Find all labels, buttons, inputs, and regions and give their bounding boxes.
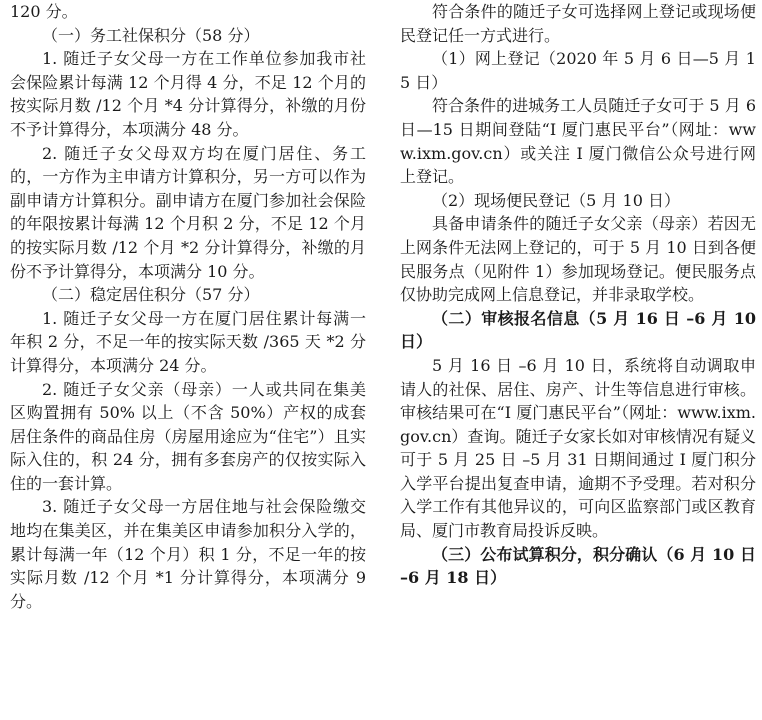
paragraph: 符合条件的进城务工人员随迁子女可于 5 月 6 日—15 日期间登陆“I 厦门惠民平台”（网址：www.ixm.gov.cn）或关注 I 厦门微信公众号进行网上登记。 <box>400 96 756 187</box>
subheading-onsite-registration: （2）现场便民登记（5 月 10 日） <box>432 190 680 210</box>
section-heading-residence: （二）稳定居住积分（57 分） <box>42 285 260 305</box>
subheading-online-registration: （1）网上登记（2020 年 5 月 6 日—5 月 15 日） <box>400 49 756 92</box>
right-column <box>400 0 756 590</box>
paragraph: 1. 随迁子女父母一方在厦门居住累计每满一年积 2 分，不足一年的按实际天数 /365 天 *2 分计算得分，本项满分 24 分。 <box>10 308 366 375</box>
left-column <box>10 0 366 613</box>
paragraph: 具备申请条件的随迁子女父亲（母亲）若因无上网条件无法网上登记的，可于 5 月 10 日到各便民服务点（见附件 1）参加现场登记。便民服务点仅协助完成网上信息登记，并非录取学校。 <box>400 214 756 305</box>
section-heading-review: （二）审核报名信息（5 月 16 日 –6 月 10 日） <box>400 308 756 352</box>
paragraph: 3. 随迁子女父母一方居住地与社会保险缴交地均在集美区，并在集美区申请参加积分入学的，累计每满一年（12 个月）积 1 分，不足一年的按实际月数 /12 个月 *1 分计算得分，本项满分 9 分。 <box>10 497 366 611</box>
paragraph: 符合条件的随迁子女可选择网上登记或现场便民登记任一方式进行。 <box>400 2 756 45</box>
section-heading-publish-scores: （三）公布试算积分，积分确认（6 月 10 日 –6 月 18 日） <box>400 544 756 588</box>
paragraph: 1. 随迁子女父母一方在工作单位参加我市社会保险累计每满 12 个月得 4 分，不足 12 个月的按实际月数 /12 个月 *4 分计算得分，补缴的月份不予计算得分，本项满分 48 分。 <box>10 49 366 139</box>
paragraph: 5 月 16 日 –6 月 10 日，系统将自动调取申请人的社保、居住、房产、计生等信息进行审核。审核结果可在“I 厦门惠民平台”（网址：www.ixm.gov.cn）查询。随迁子女家长如对审核情况有疑义可于 5 月 25 日 –5 月 31 日期间通过 I 厦门积分入学平台提出复查申请，逾期不予受理。若对积分入学工作有其他异议的，可向区监察部门或区教育局、厦门市教育局投诉反映。 <box>400 355 756 541</box>
paragraph: 2. 随迁子女父母双方均在厦门居住、务工的，一方作为主申请方计算积分，另一方可以作为副申请方计算积分。副申请方在厦门参加社会保险的年限按累计每满 12 个月积 2 分，不足 12 个月的按实际月数 /12 个月 *2 分计算得分，补缴的月份不予计算得分，本项满分 10 分。 <box>10 143 366 281</box>
paragraph: 2. 随迁子女父亲（母亲）一人或共同在集美区购置拥有 50% 以上（不含 50%）产权的成套居住条件的商品住房（房屋用途应为“住宅”）且实际入住的，积 24 分，拥有多套房产的仅按实际入住的一套计算。 <box>10 379 366 493</box>
section-heading-social-insurance: （一）务工社保积分（58 分） <box>42 25 260 45</box>
paragraph-continuation: 120 分。 <box>10 2 78 21</box>
